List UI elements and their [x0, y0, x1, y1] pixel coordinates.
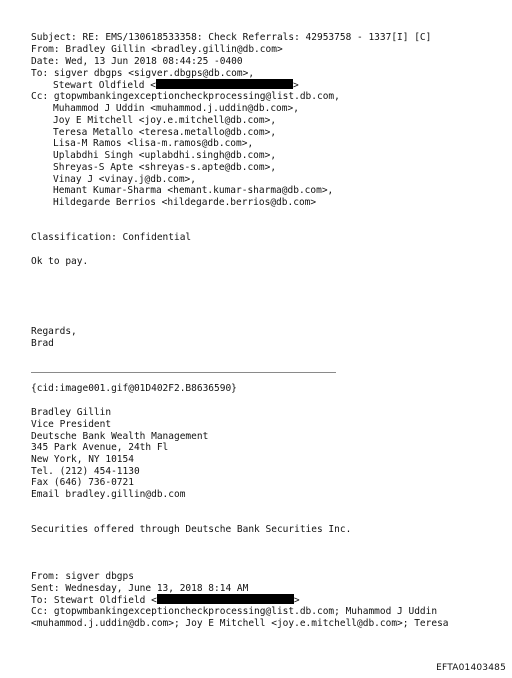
- redaction-box: [156, 79, 293, 89]
- signature-divider: [31, 372, 336, 373]
- cc-recipient: Hildegarde Berrios <hildegarde.berrios@db.com>: [53, 197, 317, 208]
- quoted-to-prefix: To: Stewart Oldfield <: [31, 595, 157, 606]
- from-line: From: Bradley Gillin <bradley.gillin@db.com>: [31, 44, 283, 55]
- bates-number: EFTA01403485: [436, 663, 506, 673]
- quoted-sent-line: Sent: Wednesday, June 13, 2018 8:14 AM: [31, 583, 249, 594]
- classification-line: Classification: Confidential: [31, 232, 192, 243]
- to-recipient-suffix: >: [292, 80, 299, 91]
- cc-recipient: Shreyas-S Apte <shreyas-s.apte@db.com>,: [53, 162, 277, 173]
- signature-line: Deutsche Bank Wealth Management: [31, 431, 209, 442]
- quoted-to-line: [31, 594, 300, 607]
- cc-recipient: Joy E Mitchell <joy.e.mitchell@db.com>,: [53, 115, 277, 126]
- quoted-cc-line: Cc: gtopwmbankingexceptioncheckprocessing@list.db.com; Muhammod J Uddin: [31, 606, 438, 617]
- to-recipient-prefix: Stewart Oldfield <: [53, 80, 156, 91]
- quoted-to-suffix: >: [293, 595, 300, 606]
- to-line-redacted: [53, 79, 299, 92]
- signature-line: Bradley Gillin: [31, 407, 112, 418]
- cc-recipient: Teresa Metallo <teresa.metallo@db.com>,: [53, 127, 277, 138]
- closing-regards: Regards,: [31, 326, 77, 337]
- signature-line: Email bradley.gillin@db.com: [31, 489, 186, 500]
- cc-line: Cc: gtopwmbankingexceptioncheckprocessing@list.db.com,: [31, 91, 340, 102]
- signature-line: Vice President: [31, 419, 112, 430]
- redaction-box: [157, 594, 294, 604]
- message-text: Ok to pay.: [31, 256, 89, 267]
- cc-recipient: Uplabdhi Singh <uplabdhi.singh@db.com>,: [53, 150, 277, 161]
- disclaimer-text: Securities offered through Deutsche Bank Securities Inc.: [31, 524, 352, 535]
- signature-line: New York, NY 10154: [31, 454, 134, 465]
- quoted-cc-line: <muhammod.j.uddin@db.com>; Joy E Mitchell <joy.e.mitchell@db.com>; Teresa: [31, 618, 449, 629]
- cc-recipient: Muhammod J Uddin <muhammod.j.uddin@db.com>,: [53, 103, 299, 114]
- cc-recipient: Hemant Kumar-Sharma <hemant.kumar-sharma@db.com>,: [53, 185, 334, 196]
- signature-line: Tel. (212) 454-1130: [31, 466, 140, 477]
- subject-line: Subject: RE: EMS/130618533358: Check Referrals: 42953758 - 1337[I] [C]: [31, 32, 432, 43]
- date-line: Date: Wed, 13 Jun 2018 08:44:25 -0400: [31, 56, 243, 67]
- quoted-from-line: From: sigver dbgps: [31, 571, 134, 582]
- cc-recipient: Vinay J <vinay.j@db.com>,: [53, 174, 196, 185]
- to-line: To: sigver dbgps <sigver.dbgps@db.com>,: [31, 68, 255, 79]
- signature-image-ref: {cid:image001.gif@01D402F2.B8636590}: [31, 383, 237, 394]
- cc-recipient: Lisa-M Ramos <lisa-m.ramos@db.com>,: [53, 138, 254, 149]
- signature-line: Fax (646) 736-0721: [31, 477, 134, 488]
- closing-name: Brad: [31, 338, 54, 349]
- signature-line: 345 Park Avenue, 24th Fl: [31, 442, 169, 453]
